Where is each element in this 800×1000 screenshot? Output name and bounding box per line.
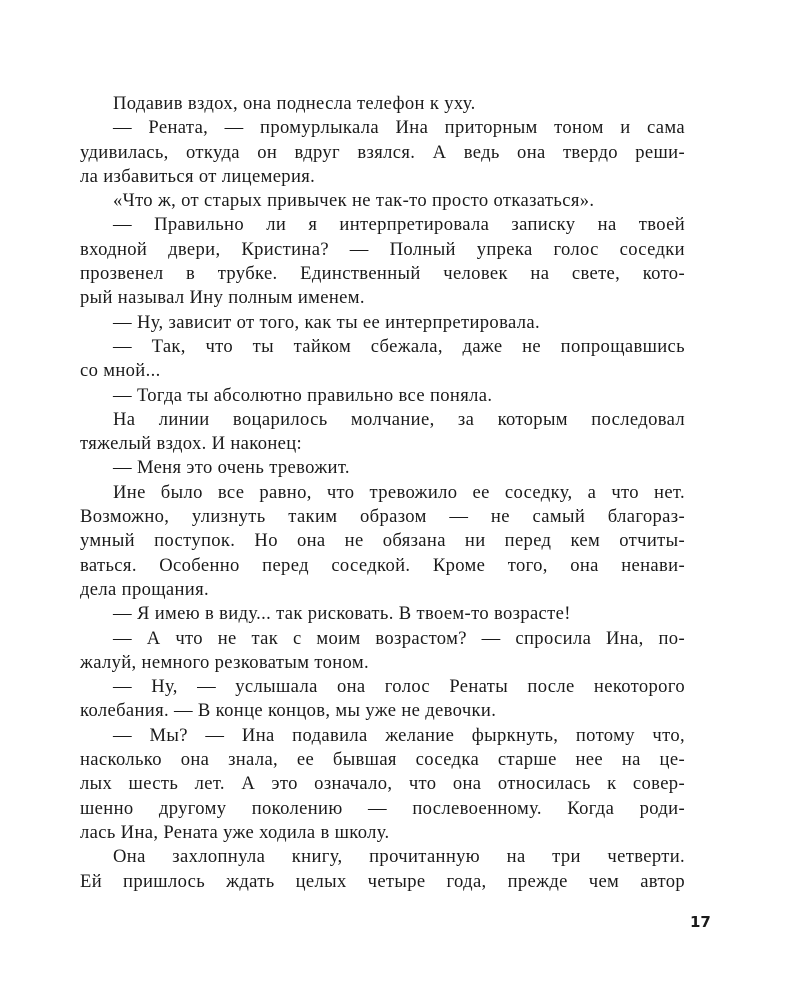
text-line: умный поступок. Но она не обязана ни перед кем отчиты- xyxy=(80,530,685,552)
text-line: лых шесть лет. А это означало, что она относилась к совер- xyxy=(80,773,685,795)
text-line: — Тогда ты абсолютно правильно все поняла. xyxy=(113,384,493,406)
text-line: На линии воцарилось молчание, за которым последовал xyxy=(113,408,685,430)
text-line: ла избавиться от лицемерия. xyxy=(80,165,316,187)
text-line: — Ну, — услышала она голос Ренаты после некоторого xyxy=(113,676,685,698)
text-line: — Правильно ли я интерпретировала записку на твоей xyxy=(113,214,685,236)
text-line: — Так, что ты тайком сбежала, даже не попрощавшись xyxy=(113,335,685,357)
text-line: Возможно, улизнуть таким образом — не самый благораз- xyxy=(80,506,685,528)
text-line: — Ну, зависит от того, как ты ее интерпретировала. xyxy=(113,311,540,333)
text-line: рый называл Ину полным именем. xyxy=(80,287,365,309)
text-line: колебания. — В конце концов, мы уже не девочки. xyxy=(80,700,497,722)
text-line: прозвенел в трубке. Единственный человек на свете, кото- xyxy=(80,263,685,285)
text-line: — Рената, — промурлыкала Ина приторным тоном и сама xyxy=(113,117,685,139)
text-line: тяжелый вздох. И наконец: xyxy=(80,433,303,455)
text-line: — Мы? — Ина подавила желание фыркнуть, потому что, xyxy=(113,724,685,746)
text-line: шенно другому поколению — послевоенному. Когда роди- xyxy=(80,797,685,819)
text-line: Ине было все равно, что тревожило ее соседку, а что нет. xyxy=(113,481,685,503)
text-line: Ей пришлось ждать целых четыре года, прежде чем автор xyxy=(80,870,685,892)
text-line: «Что ж, от старых привычек не так-то просто отказаться». xyxy=(113,190,595,212)
body-text xyxy=(80,92,685,894)
text-line: удивилась, откуда он вдруг взялся. А ведь она твердо реши- xyxy=(80,141,685,163)
text-line: — Я имею в виду... так рисковать. В твоем-то возрасте! xyxy=(113,603,571,625)
text-line: насколько она знала, ее бывшая соседка старше нее на це- xyxy=(80,749,685,771)
text-line: — А что не так с моим возрастом? — спросила Ина, по- xyxy=(113,627,685,649)
text-line: лась Ина, Рената уже ходила в школу. xyxy=(80,821,390,843)
text-line: Она захлопнула книгу, прочитанную на три четверти. xyxy=(113,846,685,868)
text-line: — Меня это очень тревожит. xyxy=(113,457,350,479)
text-line: входной двери, Кристина? — Полный упрека голос соседки xyxy=(80,238,685,260)
text-line: ваться. Особенно перед соседкой. Кроме того, она ненави- xyxy=(80,554,685,576)
page-number: 17 xyxy=(690,913,711,931)
text-line: со мной... xyxy=(80,360,161,382)
text-line: дела прощания. xyxy=(80,578,210,600)
text-line: жалуй, немного резковатым тоном. xyxy=(80,651,369,673)
text-line: Подавив вздох, она поднесла телефон к уху. xyxy=(113,93,476,114)
